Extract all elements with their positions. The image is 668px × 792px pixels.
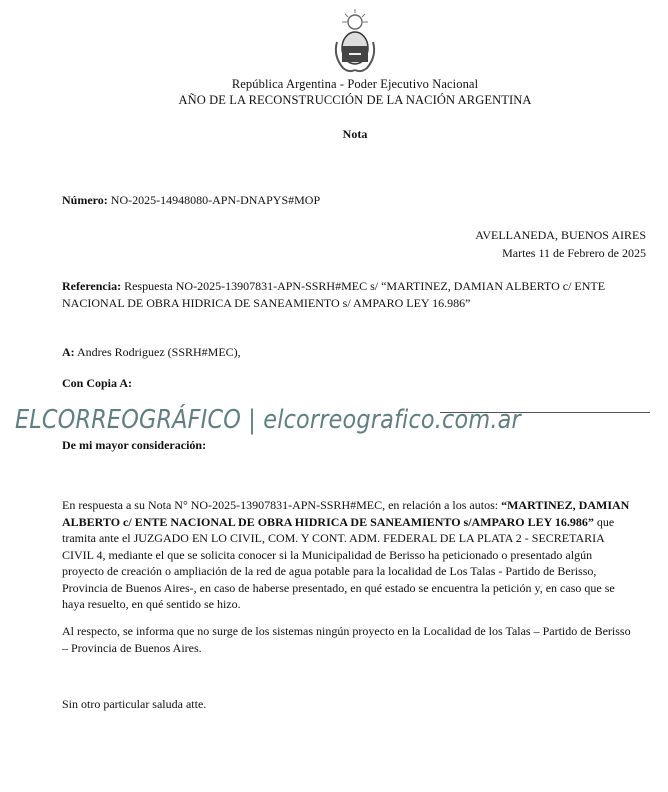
header-line1: República Argentina - Poder Ejecutivo Nacional [231,77,479,91]
body-p1-bold: “MARTINEZ, DAMIAN ALBERTO c/ ENTE NACIONAL DE OBRA HIDRICA DE SANEAMIENTO s/AMPARO LEY 16.986” [62,498,630,529]
referencia [62,278,634,311]
coat-of-arms-icon [329,6,381,76]
copia-label: Con Copia A: [62,376,133,390]
header-line2: AÑO DE LA RECONSTRUCCIÓN DE LA NACIÓN ARGENTINA [178,93,532,107]
date: Martes 11 de Febrero de 2025 [502,246,646,260]
document-type: Nota [342,127,368,141]
destinatario-label: A: [62,345,75,359]
body-p1-a: En respuesta a su Nota N° NO-2025-13907831-APN-SSRH#MEC, en relación a los autos: [62,498,502,512]
referencia-line1: Respuesta NO-2025-13907831-APN-SSRH#MEC s/ “MARTINEZ, DAMIAN ALBERTO c/ ENTE [124,279,606,293]
destinatario-value: Andres Rodriguez (SSRH#MEC), [77,345,241,359]
place: AVELLANEDA, BUENOS AIRES [475,228,646,242]
numero-label: Número: [62,193,108,207]
watermark: ELCORREOGRÁFICO | elcorreografico.com.ar [15,405,521,435]
body-paragraph-2: Al respecto, se informa que no surge de los sistemas ningún proyecto en la Localidad de los Talas – Partido de Berisso – Provincia de Buenos Aires. [62,624,631,655]
destinatario-line [62,345,241,360]
referencia-label: Referencia: [62,279,122,293]
body-p1-b: que tramita ante el JUZGADO EN LO CIVIL, COM. Y CONT. ADM. FEDERAL DE LA PLATA 2 - SECRETARIA CIVIL 4, mediante el que se solicita conocer si la Municipalidad de Berisso ha peticionado o presentado algún proyecto de creación o ampliación de la red de agua potable para la localidad de Los Talas - Partido de Berisso, Provincia de Buenos Aires-, en caso de haberse presentado, en qué estado se encuentra la petición y, en caso que se haya resuelto, en qué sentido se hizo. [62,514,615,611]
body-paragraph-1 [62,497,634,613]
referencia-line2: NACIONAL DE OBRA HIDRICA DE SANEAMIENTO s/ AMPARO LEY 16.986” [62,295,471,310]
closing: Sin otro particular saluda atte. [62,697,207,711]
numero-line [62,193,320,208]
salutation: De mi mayor consideración: [62,438,207,452]
numero-value: NO-2025-14948080-APN-DNAPYS#MOP [110,193,321,207]
